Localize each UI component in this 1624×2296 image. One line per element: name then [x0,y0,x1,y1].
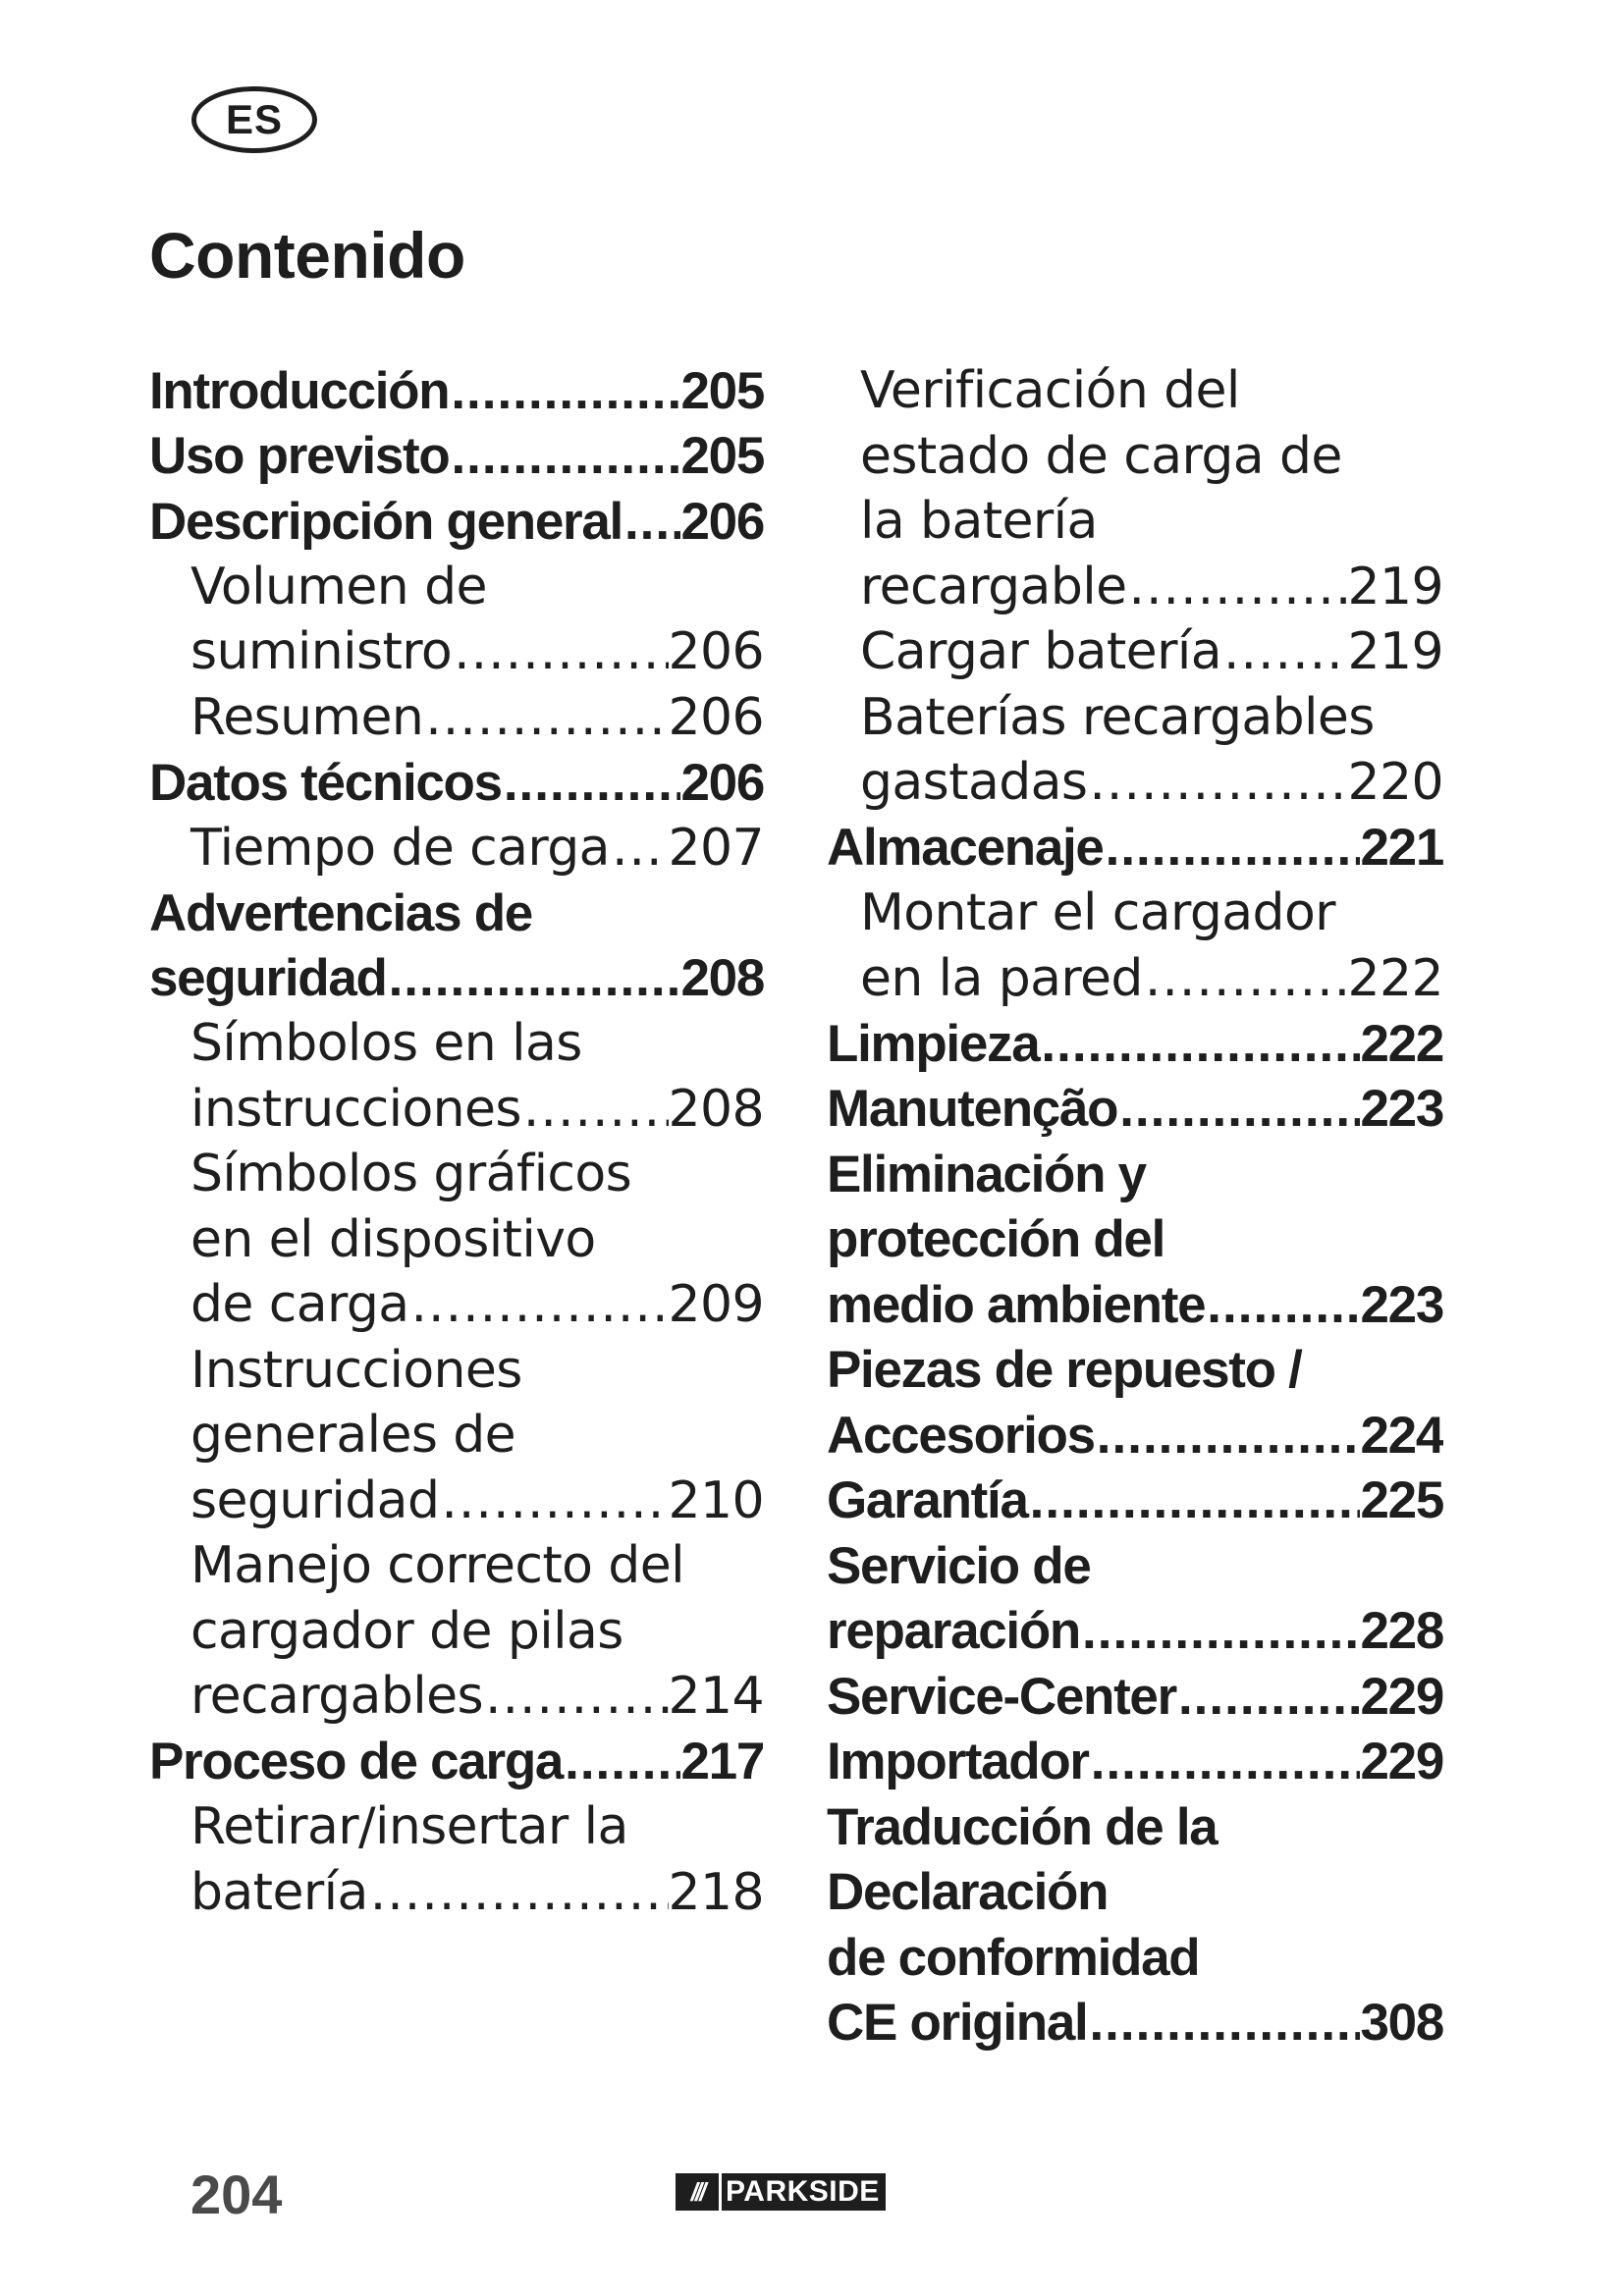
toc-entry-title: Almacenaje [827,819,1104,878]
toc-entry [827,1011,1443,1077]
toc-entry [149,1794,764,1860]
toc-leader-dots [1117,1079,1360,1139]
page-number: 204 [190,2163,283,2225]
toc-entry-page: 219 [1347,557,1443,616]
toc-leader-dots [623,492,681,552]
toc-entry-title: instrucciones [190,1079,521,1139]
toc-entry-title: Retirar/insertar la [190,1797,628,1857]
toc-entry-page: 217 [680,1733,764,1791]
toc-entry [149,555,764,620]
toc-entry-title: batería [190,1862,368,1922]
toc-entry-title: Manejo correcto del [190,1536,684,1596]
toc-leader-dots [610,819,669,878]
toc-leader-dots [1080,1601,1360,1661]
toc-entry-title: Eliminación y [827,1145,1146,1203]
toc-entry-page: 223 [1360,1275,1443,1334]
language-badge [191,86,317,153]
toc-entry-page: 206 [668,687,764,747]
toc-leader-dots [423,688,668,747]
toc-leader-dots [387,948,681,1008]
toc-leader-dots [563,1732,680,1791]
toc-entry [149,1533,764,1599]
toc-entry-title: Traducción de la [827,1797,1218,1856]
toc-entry-page: 223 [1360,1080,1443,1139]
toc-entry-title: suministro [190,622,453,682]
toc-entry [827,555,1443,620]
toc-entry-title: Resumen [190,687,424,747]
toc-entry [149,1011,764,1077]
toc-entry [827,489,1443,555]
toc-entry-title: Símbolos en las [190,1014,582,1074]
toc-leader-dots [1126,558,1347,616]
toc-entry-page: 208 [668,1079,764,1139]
toc-entry [827,1599,1443,1665]
toc-entry [149,1730,764,1795]
toc-entry [149,619,764,685]
toc-entry [827,1272,1443,1338]
toc-entry-title: generales de [190,1406,516,1466]
toc-entry-title: Verificación del [860,361,1240,421]
toc-leader-dots [1104,818,1361,878]
toc-leader-dots [1087,753,1347,812]
toc-leader-dots [449,361,680,421]
toc-leader-dots [1028,1470,1361,1530]
toc-entry [149,881,764,946]
toc-entry [827,1338,1443,1404]
toc-entry [827,1794,1443,1860]
toc-entry [827,1142,1443,1207]
toc-entry [827,1533,1443,1599]
toc-entry [149,1599,764,1665]
toc-entry-title: Símbolos gráficos [190,1145,632,1204]
toc-entry-title: Piezas de repuesto / [827,1341,1302,1400]
toc-entry-page: 229 [1360,1733,1443,1791]
toc-entry [149,1272,764,1338]
toc-leader-dots [439,1471,668,1530]
toc-entry-title: reparación [827,1602,1081,1661]
toc-entry-title: Limpieza [827,1014,1040,1073]
toc-entry [149,1207,764,1273]
toc-entry [149,1664,764,1730]
toc-leader-dots [483,1667,669,1726]
toc-entry [827,1403,1443,1468]
toc-entry [827,1468,1443,1534]
toc-entry-title: Cargar batería [860,622,1221,682]
toc-entry-title: en la pared [860,948,1143,1008]
parkside-logo-text: PARKSIDE [722,2173,886,2211]
toc-entry-page: 205 [680,427,764,486]
toc-leader-dots [1089,1732,1361,1791]
toc-leader-dots [449,426,680,486]
toc-entry [827,1925,1443,1991]
toc-entry-page: 210 [668,1470,764,1530]
toc-entry-title: seguridad [190,1470,440,1530]
toc-entry-title: recargables [190,1667,483,1727]
toc-entry-title: Montar el cargador [860,883,1335,943]
toc-entry-title: Introducción [149,361,450,420]
toc-entry-page: 206 [668,622,764,682]
toc-entry-title: protección del [827,1210,1165,1269]
language-badge-label: ES [225,96,284,142]
toc-entry-page: 222 [1360,1014,1443,1073]
toc-entry [827,1664,1443,1730]
parkside-logo-mark: /// [676,2173,719,2211]
toc-entry-title: Proceso de carga [149,1733,564,1791]
toc-entry-title: Datos técnicos [149,753,502,812]
page-title: Contenido [149,219,465,292]
toc-entry-title: Uso previsto [149,427,450,486]
toc-entry [827,685,1443,751]
toc-entry-page: 228 [1360,1602,1443,1661]
toc-entry [827,750,1443,816]
toc-entry [149,1077,764,1143]
toc-entry [149,685,764,751]
toc-entry [149,1403,764,1468]
toc-entry-title: CE original [827,1994,1088,2053]
toc-entry [149,750,764,816]
toc-entry [827,1207,1443,1273]
toc-entry-title: de carga [190,1275,409,1335]
toc-entry [149,816,764,881]
toc-leader-dots [1087,1993,1360,2053]
toc-entry-title: Advertencias de [149,883,532,942]
toc-entry [827,946,1443,1012]
toc-entry-page: 225 [1360,1471,1443,1530]
toc-entry-page: 206 [680,753,764,812]
toc-leader-dots [1221,622,1348,681]
toc-entry [149,946,764,1012]
toc-entry-page: 222 [1347,948,1443,1008]
toc-entry [827,1077,1443,1143]
toc-entry-page: 219 [1347,622,1443,682]
toc-entry [827,619,1443,685]
toc-leader-dots [1039,1014,1360,1074]
toc-entry [149,489,764,555]
toc-entry [827,358,1443,424]
toc-entry-title: la batería [860,492,1098,552]
toc-entry-page: 229 [1360,1667,1443,1726]
toc-entry-page: 308 [1360,1994,1443,2053]
toc-entry-title: cargador de pilas [190,1601,623,1661]
toc-entry [827,881,1443,946]
toc-leader-dots [409,1275,669,1334]
toc-entry-title: Tiempo de carga [190,818,610,878]
toc-entry [827,1730,1443,1795]
toc-entry-page: 206 [680,492,764,551]
toc-entry-page: 205 [680,361,764,420]
toc-entry-page: 218 [668,1862,764,1922]
toc-column-left [149,358,764,1925]
toc-entry-page: 208 [680,949,764,1008]
toc-entry-title: Declaración [827,1863,1109,1922]
toc-entry-title: recargable [860,557,1127,616]
toc-leader-dots [1205,1275,1360,1335]
toc-entry-page: 220 [1347,753,1443,813]
toc-entry-title: Manutenção [827,1080,1118,1139]
toc-entry [827,1860,1443,1926]
toc-leader-dots [1143,949,1348,1008]
toc-entry-page: 214 [668,1667,764,1727]
toc-entry-page: 209 [668,1275,764,1335]
parkside-logo [676,2173,886,2211]
toc-entry-title: Importador [827,1733,1089,1791]
toc-column-right [827,358,1443,2056]
toc-entry [149,1338,764,1404]
toc-entry-title: seguridad [149,949,387,1008]
toc-entry [827,424,1443,490]
toc-entry [149,1142,764,1207]
toc-entry-page: 224 [1360,1406,1443,1465]
toc-entry-title: Garantía [827,1471,1028,1530]
toc-entry-title: gastadas [860,753,1088,813]
toc-entry [149,358,764,424]
toc-entry [827,816,1443,881]
toc-entry-title: Accesorios [827,1406,1095,1465]
toc-entry [149,1860,764,1926]
toc-entry [827,1991,1443,2056]
toc-entry-title: Baterías recargables [860,687,1375,747]
toc-leader-dots [452,622,668,681]
toc-entry-page: 221 [1360,819,1443,878]
toc-leader-dots [502,753,681,813]
toc-entry-title: medio ambiente [827,1275,1206,1334]
toc-leader-dots [368,1863,669,1922]
toc-entry-title: estado de carga de [860,426,1342,486]
toc-entry-title: Service-Center [827,1667,1176,1726]
toc-entry-title: de conformidad [827,1928,1200,1987]
toc-entry [149,424,764,490]
toc-entry-title: Instrucciones [190,1340,522,1400]
toc-entry-page: 207 [668,818,764,878]
toc-entry-title: Servicio de [827,1536,1091,1595]
toc-entry-title: Volumen de [190,557,487,616]
toc-entry [149,1468,764,1534]
toc-leader-dots [1095,1406,1361,1466]
toc-entry-title: Descripción general [149,492,623,551]
toc-leader-dots [521,1080,669,1139]
toc-entry-title: en el dispositivo [190,1209,596,1269]
toc-leader-dots [1176,1667,1361,1727]
